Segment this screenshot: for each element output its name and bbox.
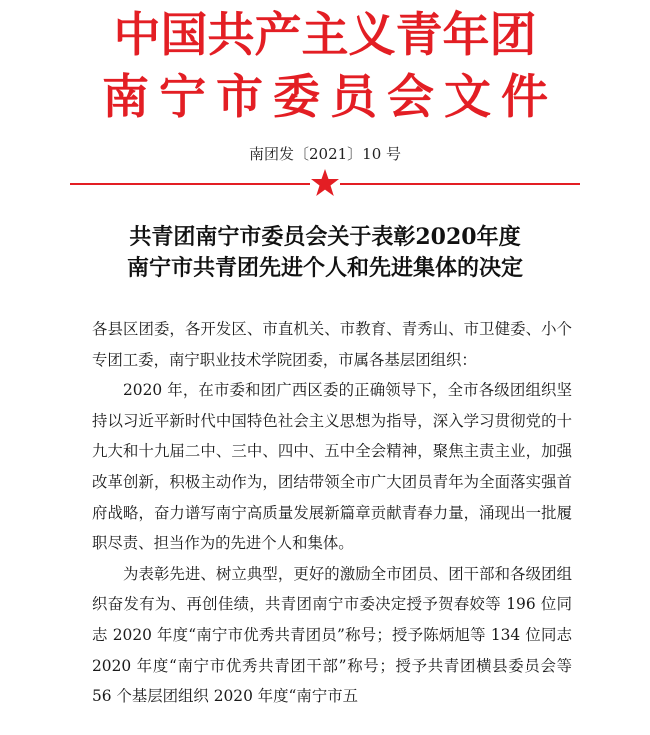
- issuing-organization-title: 中国共产主义青年团: [113, 8, 537, 63]
- red-star-icon: [310, 168, 340, 198]
- document-title-line2: 南宁市共青团先进个人和先进集体的决定: [126, 255, 523, 281]
- document-header-title: 南宁市委员会文件: [102, 70, 558, 125]
- red-divider-left: [70, 183, 310, 185]
- addressee-paragraph: 各县区团委，各开发区、市直机关、市教育、青秀山、市卫健委、小个专团工委，南宁职业技术学院团委，市属各基层团组织：: [92, 320, 572, 369]
- document-number: 南团发〔2021〕10 号: [248, 145, 402, 163]
- document-body: [92, 314, 572, 712]
- document-title-line1: 共青团南宁市委员会关于表彰2020年度: [129, 224, 521, 250]
- body-paragraph-2: 为表彰先进、树立典型，更好的激励全市团员、团干部和各级团组织奋发有为、再创佳绩，共青团南宁市委决定授予贺春姣等 196 位同志 2020 年度“南宁市优秀共青团员”称号；授予陈炳旭等 134 位同志 2020 年度“南宁市优秀共青团干部”称号；授予共青团横县委员会等 56 个基层团组织 2020 年度“南宁市五: [92, 564, 572, 706]
- red-divider-right: [340, 183, 580, 185]
- body-paragraph-1: 2020 年，在市委和团广西区委的正确领导下，全市各级团组织坚持以习近平新时代中国特色社会主义思想为指导，深入学习贯彻党的十九大和十九届二中、三中、四中、五中全会精神，聚焦主责主业，加强改革创新，积极主动作为，团结带领全市广大团员青年为全面落实强首府战略，奋力谱写南宁高质量发展新篇章贡献青春力量，涌现出一批履职尽责、担当作为的先进个人和集体。: [92, 381, 572, 553]
